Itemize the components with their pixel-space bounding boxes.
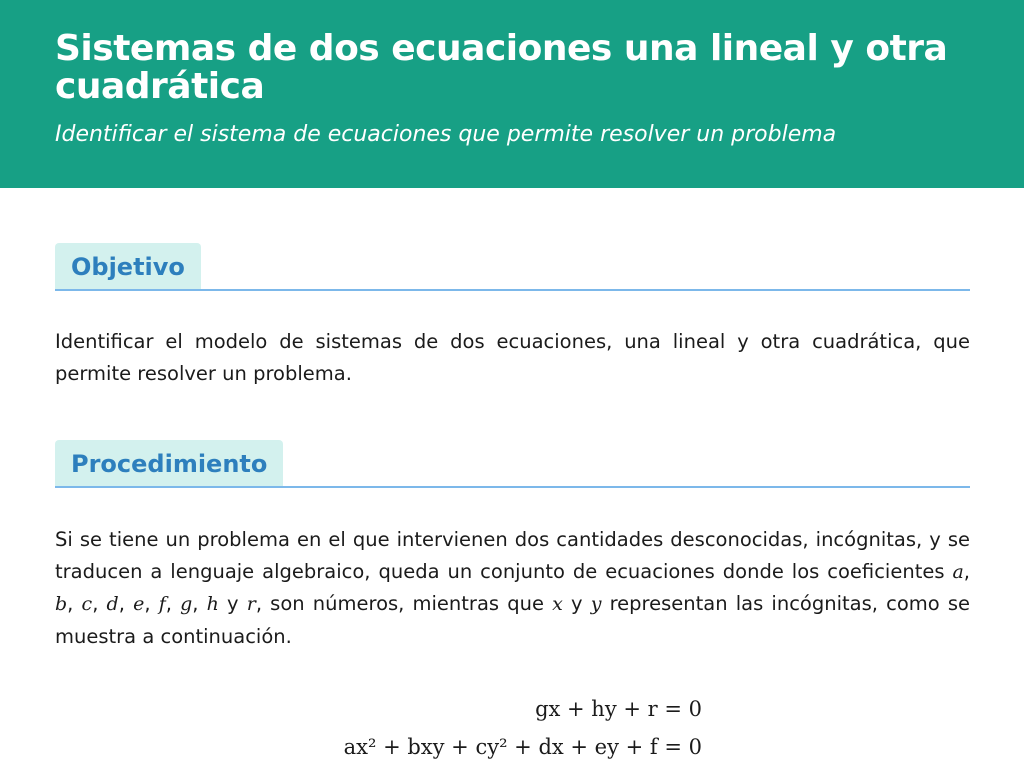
section-heading-label: Objetivo <box>55 243 201 289</box>
coefficient-e: e <box>133 593 145 615</box>
coefficient-a: a <box>952 560 964 583</box>
quadratic-equation: ax² + bxy + cy² + dx + ey + f = 0 <box>343 735 702 759</box>
coefficient-d: d <box>106 593 119 615</box>
coefficient-h: h <box>206 593 219 615</box>
conjunction-y-2: y <box>570 592 583 615</box>
procedimiento-text-2: , son números, mientras que <box>255 592 544 615</box>
procedimiento-text-1: Si se tiene un problema en el que intervienen dos cantidades desconocidas, incógnitas, y se traducen a lenguaje algebraico, queda un conjunto de ecuaciones donde los coeficientes <box>55 528 970 583</box>
page-banner <box>0 0 1024 188</box>
section-heading-label: Procedimiento <box>55 440 283 486</box>
objetivo-paragraph: Identificar el modelo de sistemas de dos ecuaciones, una lineal y otra cuadrática, que permite resolver un problema. <box>55 330 970 385</box>
section-heading-procedimiento <box>55 440 970 488</box>
section-heading-objetivo <box>55 243 970 291</box>
equation-system <box>0 690 702 766</box>
conjunction-y: y <box>227 592 239 615</box>
variable-y: y <box>590 593 602 615</box>
procedimiento-paragraph: Si se tiene un problema en el que intervienen dos cantidades desconocidas, incógnitas, y se traducen a lenguaje algebraico, queda un conjunto de ecuaciones donde los coeficientes a, b, c, d, e, f, g, h y r, son números, mientras que x y y representan las incógnitas, como se muestra a continuación. <box>55 528 970 648</box>
coefficient-c: c <box>81 593 93 615</box>
page-title: Sistemas de dos ecuaciones una lineal y otra cuadrática <box>55 28 948 107</box>
page-subtitle: Identificar el sistema de ecuaciones que permite resolver un problema <box>55 122 837 147</box>
coefficient-r: r <box>246 593 256 615</box>
procedimiento-text-3: representan las incógnitas, como se muestra a continuación. <box>55 592 970 648</box>
coefficient-f: f <box>158 593 166 615</box>
coefficient-b: b <box>55 593 68 615</box>
variable-x: x <box>552 593 563 615</box>
linear-equation: gx + hy + r = 0 <box>535 697 702 721</box>
coefficient-g: g <box>180 593 193 615</box>
